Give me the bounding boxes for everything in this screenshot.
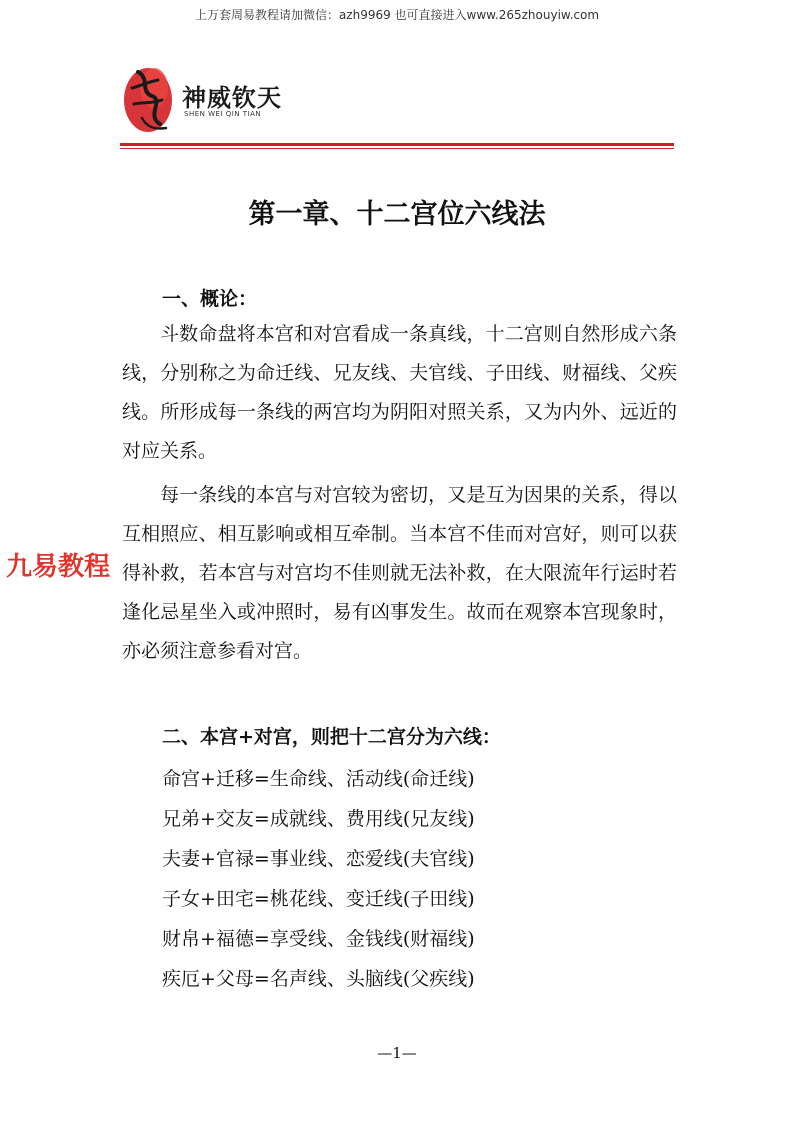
watermark: 九易教程 bbox=[6, 546, 110, 583]
header-rule-thick bbox=[120, 143, 674, 146]
top-banner: 上万套周易教程请加微信：azh9969 也可直接进入www.265zhouyiw.com bbox=[194, 8, 600, 22]
section-heading-overview: 一、概论： bbox=[162, 288, 258, 310]
logo-brush-mark-icon bbox=[120, 58, 180, 136]
chapter-title: 第一章、十二宫位六线法 bbox=[248, 199, 546, 230]
logo-name: 神威钦天 bbox=[182, 84, 282, 112]
page-number: —1— bbox=[377, 1044, 417, 1062]
paragraph: 每一条线的本宫与对宫较为密切，又是互为因果的关系，得以互相照应、相互影响或相互牵制。当本宫不佳而对宫好，则可以获得补救，若本宫与对宫均不佳则就无法补救，在大限流年行运时若逢化忌星坐入或冲照时，易有凶事发生。故而在观察本宫现象时，亦必须注意参看对宫。 bbox=[122, 484, 677, 662]
list-item: 财帛+福德=享受线、金钱线(财福线) bbox=[162, 928, 475, 950]
list-item: 兄弟+交友=成就线、费用线(兄友线) bbox=[162, 808, 475, 830]
list-item: 夫妻+官禄=事业线、恋爱线(夫官线) bbox=[162, 848, 475, 870]
logo-subtitle: SHEN WEI QIN TIAN bbox=[184, 110, 262, 118]
list-item: 子女+田宅=桃花线、变迁线(子田线) bbox=[162, 888, 475, 910]
paragraph: 斗数命盘将本宫和对宫看成一条真线，十二宫则自然形成六条线，分别称之为命迁线、兄友线、夫官线、子田线、财福线、父疾线。所形成每一条线的两宫均为阴阳对照关系，又为内外、远近的对应关系。 bbox=[122, 323, 677, 462]
list-item: 命宫+迁移=生命线、活动线(命迁线) bbox=[162, 768, 475, 790]
list-item: 疾厄+父母=名声线、头脑线(父疾线) bbox=[162, 968, 475, 990]
header-rule-thin bbox=[120, 148, 674, 149]
logo bbox=[120, 58, 300, 136]
section-heading-six-lines: 二、本宫+对宫，则把十二宫分为六线： bbox=[162, 726, 501, 748]
